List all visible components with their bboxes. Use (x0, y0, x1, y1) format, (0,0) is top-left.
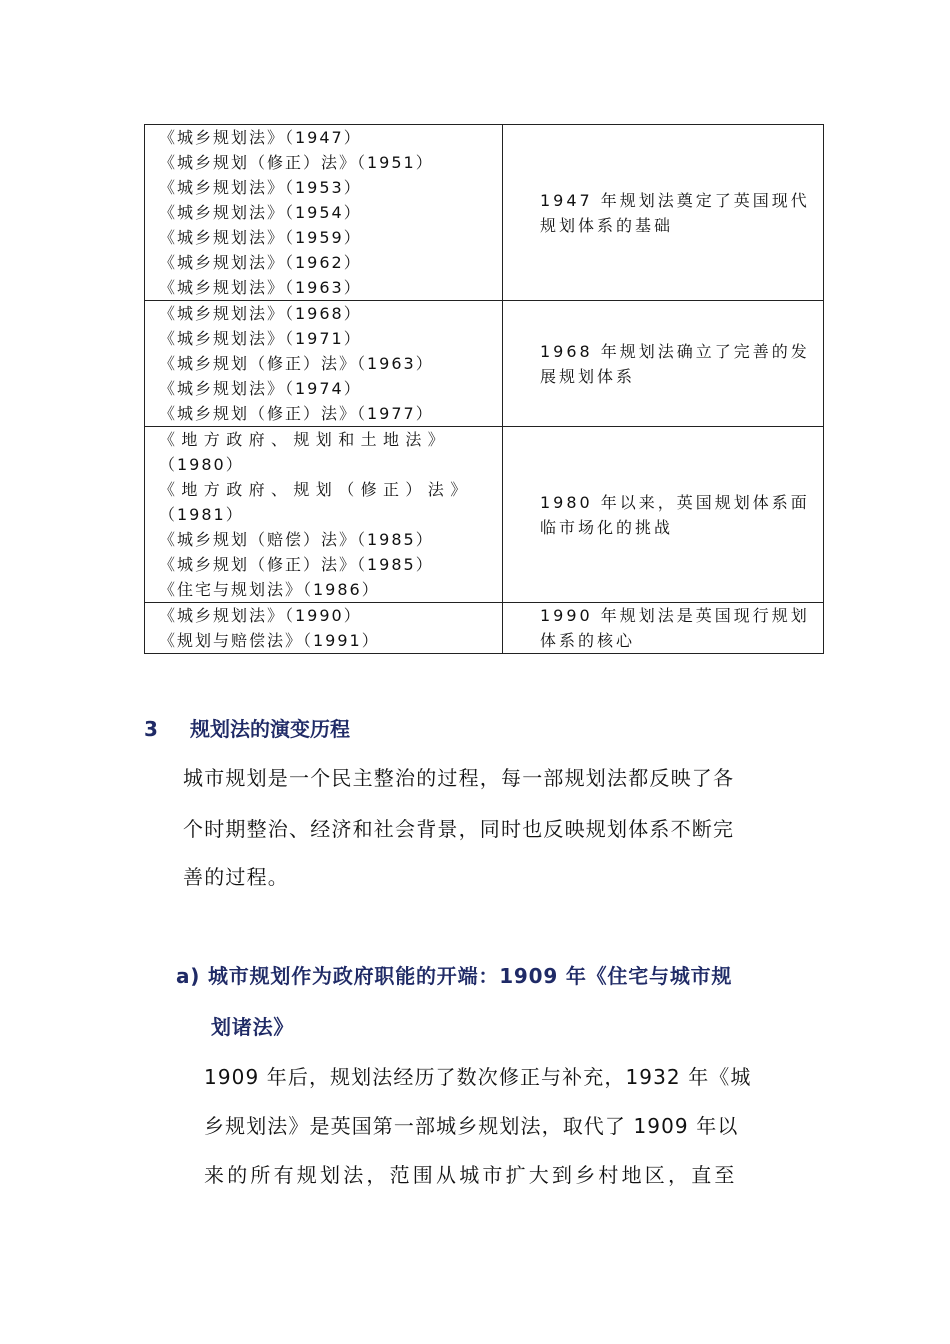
law-item: 《城乡规划法》（1968） (159, 304, 362, 323)
note-cell (503, 125, 824, 301)
law-item: （1981） (159, 505, 244, 524)
note-line: 1980 年以来，英国规划体系面 (540, 492, 810, 512)
laws-cell (145, 603, 503, 654)
law-item: 《地方政府、规划和土地法》 (159, 430, 451, 449)
law-item: 《城乡规划法》（1971） (159, 329, 362, 348)
subsection-heading: a) 城市规划作为政府职能的开端：1909 年《住宅与城市规 (176, 964, 733, 988)
law-item: （1980） (159, 455, 244, 474)
note-line: 展规划体系 (540, 366, 636, 386)
law-item: 《城乡规划法》（1990） (159, 606, 362, 625)
law-item: 《城乡规划（修正）法》（1977） (159, 404, 434, 423)
law-item: 《城乡规划法》（1953） (159, 178, 362, 197)
note-cell (503, 427, 824, 603)
law-item: 《城乡规划法》（1959） (159, 228, 362, 247)
section-number: 3 (144, 717, 158, 741)
law-item: 《城乡规划法》（1962） (159, 253, 362, 272)
law-item: 《城乡规划法》（1963） (159, 278, 362, 297)
law-item: 《地方政府、规划（修正）法》 (159, 480, 473, 499)
paragraph-line: 善的过程。 (183, 865, 289, 889)
law-item: 《城乡规划法》（1947） (159, 128, 362, 147)
note-line: 1990 年规划法是英国现行规划 (540, 606, 810, 625)
section-heading (144, 713, 350, 742)
laws-cell (145, 427, 503, 603)
table-row (145, 603, 824, 654)
paragraph-line: 来的所有规划法，范围从城市扩大到乡村地区，直至 (204, 1163, 738, 1187)
table-row (145, 427, 824, 603)
law-item: 《城乡规划（修正）法》（1985） (159, 555, 434, 574)
law-item: 《城乡规划法》（1954） (159, 203, 362, 222)
law-item: 《城乡规划法》（1974） (159, 379, 362, 398)
subsection-heading-continued: 划诸法》 (211, 1015, 295, 1039)
paragraph-line: 乡规划法》是英国第一部城乡规划法，取代了 1909 年以 (204, 1114, 739, 1138)
laws-cell (145, 125, 503, 301)
section-title: 规划法的演变历程 (190, 717, 350, 741)
law-item: 《规划与赔偿法》（1991） (159, 631, 380, 650)
paragraph-line: 城市规划是一个民主整治的过程，每一部规划法都反映了各 (183, 766, 735, 790)
paragraph-line: 个时期整治、经济和社会背景，同时也反映规划体系不断完 (183, 817, 735, 841)
note-cell (503, 603, 824, 654)
paragraph-line: 1909 年后，规划法经历了数次修正与补充，1932 年《城 (204, 1065, 752, 1089)
note-line: 规划体系的基础 (540, 215, 674, 235)
laws-cell (145, 301, 503, 427)
note-line: 1947 年规划法奠定了英国现代 (540, 190, 810, 210)
law-item: 《城乡规划（修正）法》（1951） (159, 153, 434, 172)
law-item: 《住宅与规划法》（1986） (159, 580, 380, 599)
law-history-table (144, 124, 824, 654)
note-line: 临市场化的挑战 (540, 517, 674, 537)
table-row (145, 301, 824, 427)
law-item: 《城乡规划（修正）法》（1963） (159, 354, 434, 373)
law-item: 《城乡规划（赔偿）法》（1985） (159, 530, 434, 549)
note-line: 体系的核心 (540, 631, 636, 650)
note-line: 1968 年规划法确立了完善的发 (540, 341, 810, 361)
table-row (145, 125, 824, 301)
note-cell (503, 301, 824, 427)
